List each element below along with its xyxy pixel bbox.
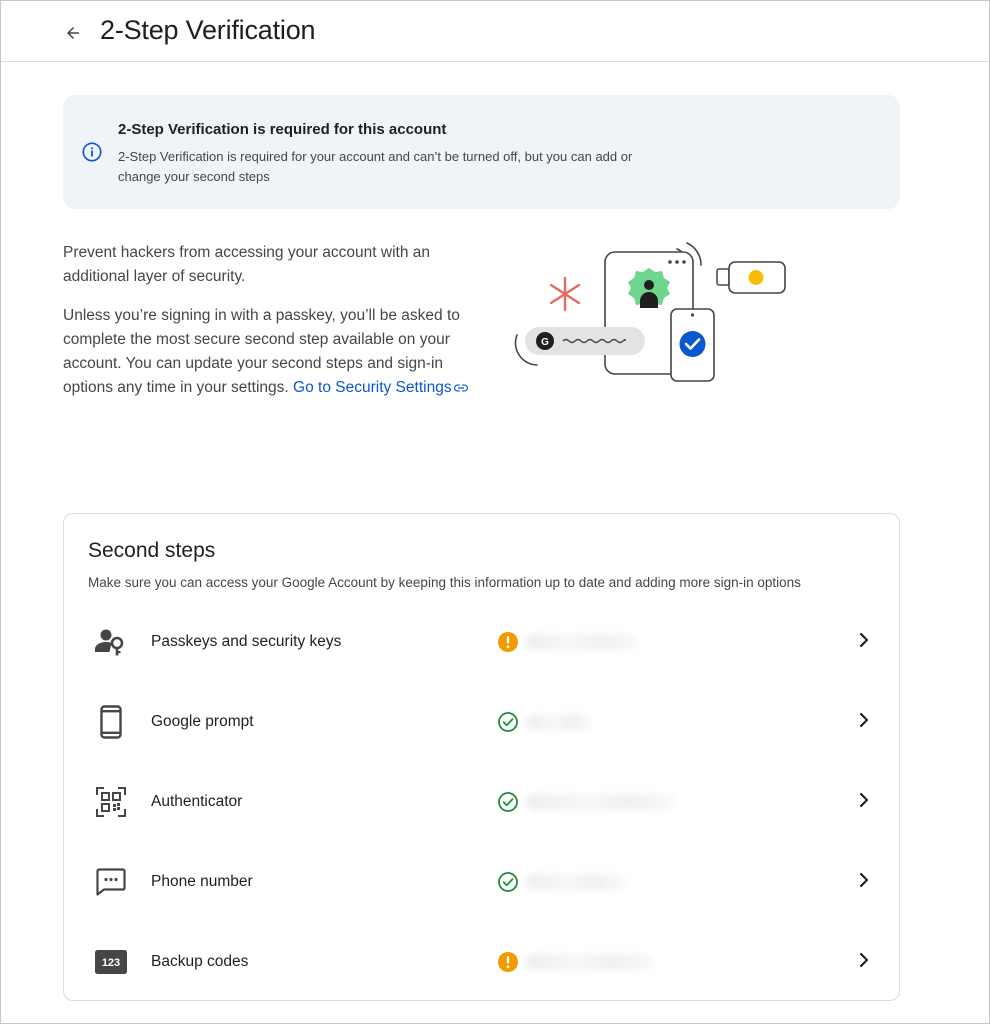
second-step-label: Google prompt: [151, 713, 254, 730]
qr-code-icon: [94, 785, 128, 819]
second-steps-card: [63, 513, 900, 1001]
svg-text:123: 123: [101, 957, 121, 969]
chevron-right-icon: [854, 950, 874, 970]
svg-text:G: G: [541, 337, 549, 348]
chevron-right-icon: [854, 790, 874, 810]
info-banner: [63, 95, 900, 209]
link-icon: [454, 383, 468, 393]
123-icon: [94, 945, 128, 979]
intro-paragraph-2-text: Unless you’re signing in with a passkey, you’ll be asked to complete the most secure second step available on your account. You can update your second steps and sign-in options any time in your settings.: [63, 307, 460, 396]
page-header: [1, 1, 989, 62]
security-settings-link[interactable]: [293, 379, 468, 396]
check-circle-icon: [497, 791, 519, 813]
banner-title: 2-Step Verification is required for this account: [118, 121, 447, 138]
arrow-back-icon: [64, 24, 82, 42]
redacted-value: [526, 634, 638, 650]
second-step-label: Passkeys and security keys: [151, 633, 342, 650]
intro-paragraph-1: Prevent hackers from accessing your account with an additional layer of security.: [63, 244, 431, 285]
second-step-label: Phone number: [151, 873, 253, 890]
second-step-row-phone-number[interactable]: [64, 842, 899, 922]
second-step-label: Authenticator: [151, 793, 243, 810]
warning-icon: [497, 951, 519, 973]
second-step-row-google-prompt[interactable]: [64, 682, 899, 762]
intro-paragraph-2: [63, 304, 473, 400]
redacted-value: [526, 954, 654, 970]
person-key-icon: [94, 625, 128, 659]
security-settings-link-label[interactable]: Go to Security Settings: [293, 379, 452, 396]
check-circle-icon: [497, 711, 519, 733]
second-steps-title: Second steps: [88, 539, 216, 562]
second-step-row-backup-codes[interactable]: [64, 922, 899, 1002]
info-icon: [81, 141, 103, 163]
security-illustration: [505, 235, 795, 395]
second-steps-subtitle: Make sure you can access your Google Account by keeping this information up to date and adding more sign-in options: [88, 575, 801, 590]
back-button[interactable]: [59, 19, 87, 47]
chevron-right-icon: [854, 710, 874, 730]
intro-text: [63, 241, 473, 415]
redacted-value: [526, 874, 626, 890]
smartphone-icon: [94, 705, 128, 739]
second-step-label: Backup codes: [151, 953, 249, 970]
warning-icon: [497, 631, 519, 653]
redacted-value: [526, 794, 676, 810]
check-circle-icon: [497, 871, 519, 893]
sms-icon: [94, 865, 128, 899]
chevron-right-icon: [854, 870, 874, 890]
chevron-right-icon: [854, 630, 874, 650]
second-step-row-passkeys[interactable]: [64, 602, 899, 682]
banner-body: 2-Step Verification is required for your account and can’t be turned off, but you can add or change your second steps: [118, 149, 633, 184]
second-step-row-authenticator[interactable]: [64, 762, 899, 842]
page-title: 2-Step Verification: [100, 15, 316, 45]
redacted-value: [526, 714, 592, 730]
